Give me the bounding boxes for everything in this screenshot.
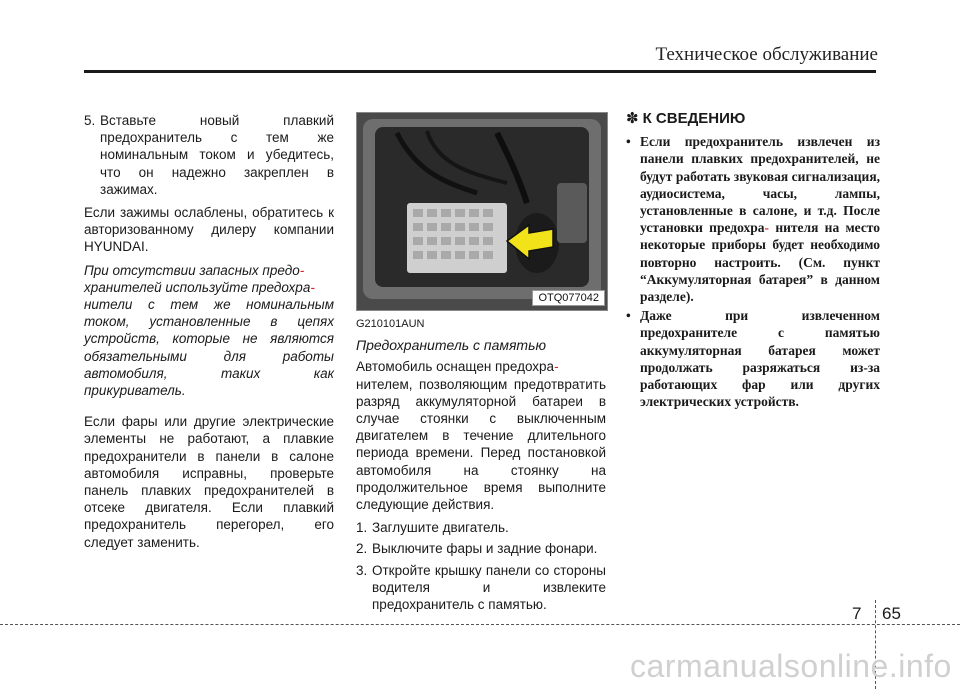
step-1 [356,519,606,536]
step-text: Выключите фары и задние фонари. [372,541,598,557]
bullet-text [640,133,880,305]
note-bullet-2 [626,307,880,410]
step-text: Заглушите двигатель. [372,520,509,536]
chapter-number: 7 [852,604,862,623]
paragraph-text-b: нителем, позволяющим предотвратить разряд аккумуляторной батареи в случае стоянки с выключенным двигателем в течение длительного периода времени. Перед постановкой автомобиля на стоянку на продолжительное время выполните следующие действия. [356,376,606,513]
bullet-icon: • [626,308,631,324]
memory-fuse-paragraph [356,358,606,513]
bullet-text: Даже при извлеченном предохранителе с памятью аккумуляторная батарея может продолжать разряжаться из-за работающих фар или других электрических устройств. [640,308,880,410]
photo-label: OTQ077042 [532,290,605,306]
footer-rule [0,624,960,625]
dealer-paragraph: Если зажимы ослаблены, обратитесь к авторизованному дилеру компании HYUNDAI. [84,205,334,255]
watermark: carmanualsonline.info [630,648,952,684]
step-text: Откройте крышку панели со стороны водителя и извлеките предохранитель с памятью. [372,562,606,613]
hyphen-mark: - [554,359,559,375]
hyphen-mark: - [310,279,315,295]
italic-note [84,262,334,400]
section-code: G210101AUN [356,318,425,330]
hyphen-mark: - [299,262,305,278]
bullet-text-a: Если предохранитель извлечен из панели плавких предохранителей, не будут работать звуковая сигнализация, аудиосистема, часы, лампы, установленные в салоне, и т.д. После установки предохра [640,134,880,236]
note-heading [626,110,880,127]
step-number: 5. [84,113,96,128]
note-bullet-1 [626,133,880,305]
bullet-text-b: нителя на место некоторые приборы будет необходимо повторно настроить. (См. пункт “Аккумуляторная батарея” в данном разделе). [640,220,881,305]
italic-text-c: нители с тем же номинальным током, установленные в цепях устройств, которые не являются обязательными для работы автомобиля, таких как прикуриватель. [84,297,334,399]
column-left [84,112,334,557]
note-title: К СВЕДЕНИЮ [642,110,746,127]
step-3 [356,562,606,614]
column-right [626,110,880,412]
step-2 [356,540,606,557]
column-middle [356,316,606,613]
page-number: 65 [882,604,901,623]
fuse-panel-photo [356,112,608,311]
fuse-panel-illustration [357,113,607,310]
hyphen-mark: - [764,220,770,236]
bullet-icon: • [626,134,631,150]
step-number: 1. [356,520,368,536]
italic-text-b: хранителей используйте предохра [84,279,311,295]
step-number: 3. [356,562,368,578]
italic-text-a: При отсутствии запасных предо [84,262,300,278]
step-text: Вставьте новый плавкий предохранитель с тем же номинальным током и убедитесь, что он надежно закреплен в зажимах. [100,113,334,197]
note-star-icon: ✽ [626,110,639,127]
paragraph-text-a: Автомобиль оснащен предохра [356,359,555,375]
step-5 [84,112,334,198]
header-rule [84,70,876,73]
page-header-title: Техническое обслуживание [655,44,878,65]
step-number: 2. [356,541,368,557]
section-subtitle: Предохранитель с памятью [356,337,546,354]
engine-fuse-paragraph: Если фары или другие электрические элементы не работают, а плавкие предохранители в панели в салоне автомобиля исправны, проверьте панель плавких предохранителей в отсеке двигателя. Если плавкий предохранитель перегорел, его следует заменить. [84,414,334,550]
